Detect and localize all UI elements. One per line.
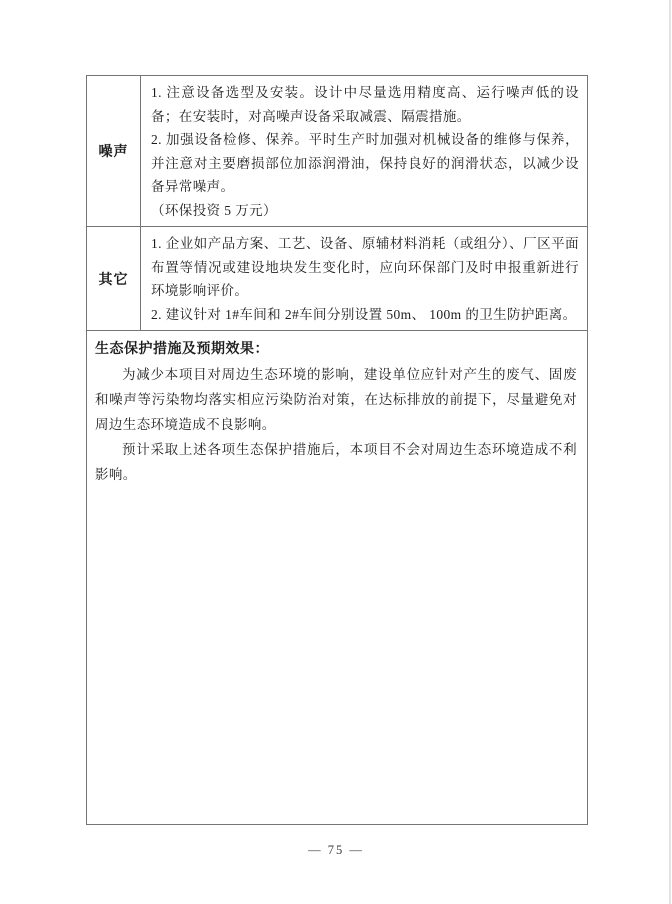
- row-content-other: [141, 227, 587, 330]
- row-label-text: 其它: [98, 272, 129, 288]
- mitigation-table: [86, 75, 588, 825]
- row-content-noise: [141, 76, 587, 226]
- page-number: — 75 —: [308, 843, 364, 857]
- other-measure-item: 1. 企业如产品方案、工艺、设备、原辅材料消耗（或组分）、厂区平面布置等情况或建设地块发生变化时，应向环保部门及时申报重新进行环境影响评价。: [151, 236, 579, 298]
- eco-section-heading: 生态保护措施及预期效果：: [95, 342, 269, 357]
- eco-paragraph: 为减少本项目对周边生态环境的影响，建设单位应针对产生的废气、固废和噪声等污染物均落实相应污染防治对策，在达标排放的前提下，尽量避免对周边生态环境造成不良影响。: [95, 367, 577, 432]
- eco-paragraph: 预计采取上述各项生态保护措施后，本项目不会对周边生态环境造成不利影响。: [95, 442, 577, 482]
- noise-measure-item: 1. 注意设备选型及安装。设计中尽量选用精度高、运行噪声低的设备；在安装时，对高噪声设备采取减震、隔震措施。: [151, 85, 579, 124]
- row-label-other: [87, 227, 141, 330]
- table-row-noise: [87, 76, 587, 227]
- table-row-other: [87, 227, 587, 331]
- other-measure-item: 2. 建议针对 1#车间和 2#车间分别设置 50m、 100m 的卫生防护距离。: [151, 306, 577, 322]
- row-label-text: 噪声: [98, 145, 129, 160]
- eco-protection-section: [87, 331, 587, 824]
- row-label-noise: [87, 76, 141, 226]
- noise-measure-item: 2. 加强设备检修、保养。平时生产时加强对机械设备的维修与保养，并注意对主要磨损部位加添润滑油，保持良好的润滑状态，以减少设备异常噪声。: [151, 132, 579, 194]
- scan-edge-line: [669, 0, 671, 904]
- noise-investment-note: （环保投资 5 万元）: [151, 202, 277, 218]
